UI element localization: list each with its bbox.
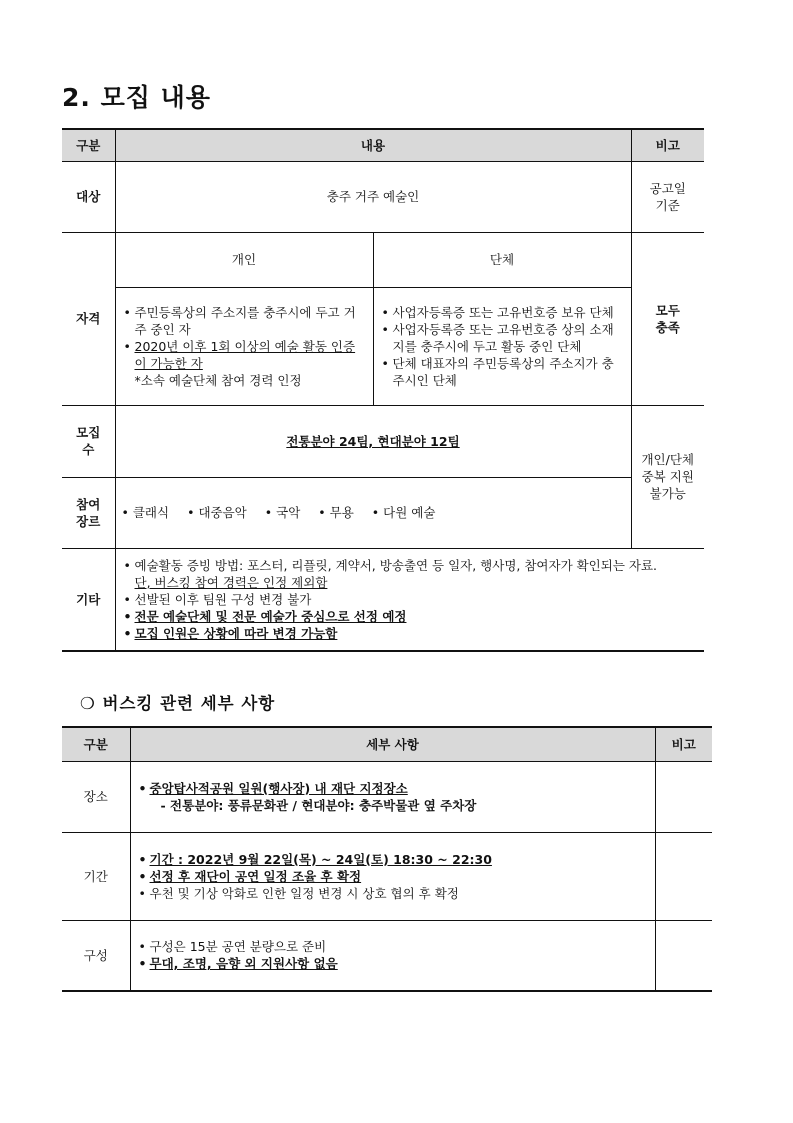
genre-item: • 국악 [265, 504, 301, 521]
target-note: 공고일 기준 [631, 161, 704, 232]
qualification-note: 모두 충족 [631, 232, 704, 405]
target-content: 충주 거주 예술인 [115, 161, 631, 232]
header-note: 비고 [655, 727, 712, 761]
section2-title: ❍ 버스킹 관련 세부 사항 [80, 694, 276, 713]
header-content: 내용 [115, 129, 631, 161]
period-note [655, 832, 712, 920]
recruit-content: 전통분야 24팀, 현대분야 12팀 [115, 405, 631, 477]
composition-item: • 구성은 15분 공연 분량으로 준비 [137, 938, 649, 955]
period-item: • 기간 : 2022년 9월 22일(목) ~ 24일(토) 18:30 ~ 22:30 [137, 851, 649, 868]
individual-item: • 2020년 이후 1회 이상의 예술 활동 인증이 가능한 자 [122, 338, 367, 372]
etc-item: • 선발된 이후 팀원 구성 변경 불가 [122, 591, 699, 608]
recruitment-table [62, 128, 704, 652]
group-header: 단체 [373, 232, 631, 287]
place-label: 장소 [62, 761, 130, 832]
section-heading: 2. 모집 내용 [62, 83, 211, 112]
group-item: • 단체 대표자의 주민등록상의 주소지가 충주시인 단체 [380, 355, 625, 389]
genre-item: • 무용 [318, 504, 354, 521]
header-category: 구분 [62, 129, 115, 161]
genre-item: • 클래식 [122, 504, 170, 521]
individual-item: • 주민등록상의 주소지를 충주시에 두고 거주 중인 자 [122, 304, 367, 338]
genre-item: • 다원 예술 [372, 504, 436, 521]
genre-label: 참여 장르 [62, 477, 115, 548]
etc-item: • 전문 예술단체 및 전문 예술가 중심으로 선정 예정 [122, 608, 699, 625]
individual-header: 개인 [115, 232, 373, 287]
genre-item: • 대중음악 [187, 504, 247, 521]
group-conditions [373, 287, 631, 405]
header-category: 구분 [62, 727, 130, 761]
etc-item: • 모집 인원은 상황에 따라 변경 가능함 [122, 625, 699, 642]
period-item: • 우천 및 기상 악화로 인한 일정 변경 시 상호 협의 후 확정 [137, 885, 649, 902]
period-item: • 선정 후 재단이 공연 일정 조율 후 확정 [137, 868, 649, 885]
recruit-label: 모집 수 [62, 405, 115, 477]
group-item: • 사업자등록증 또는 고유번호증 보유 단체 [380, 304, 625, 321]
place-subitem: - 전통분야: 풍류문화관 / 현대분야: 충주박물관 옆 주차장 [160, 797, 477, 813]
group-item: • 사업자등록증 또는 고유번호증 상의 소재지를 충주시에 두고 활동 중인 단체 [380, 321, 625, 355]
genre-list [115, 477, 631, 548]
individual-footnote: *소속 예술단체 참여 경력 인정 [134, 372, 302, 388]
place-content [130, 761, 655, 832]
etc-item-continuation: 단, 버스킹 참여 경력은 인정 제외함 [134, 574, 328, 590]
shared-note: 개인/단체 중복 지원 불가능 [641, 452, 694, 501]
composition-item: • 무대, 조명, 음향 외 지원사항 없음 [137, 955, 649, 972]
composition-content [130, 920, 655, 991]
target-label: 대상 [62, 161, 115, 232]
etc-label: 기타 [62, 548, 115, 651]
composition-note [655, 920, 712, 991]
composition-label: 구성 [62, 920, 130, 991]
header-details: 세부 사항 [130, 727, 655, 761]
place-note [655, 761, 712, 832]
period-label: 기간 [62, 832, 130, 920]
etc-item: • 예술활동 증빙 방법: 포스터, 리플릿, 계약서, 방송출연 등 일자, 행사명, 참여자가 확인되는 자료. [122, 557, 699, 574]
etc-content [115, 548, 704, 651]
place-item: • 중앙탑사적공원 일원(행사장) 내 재단 지정장소 [137, 780, 649, 797]
header-note: 비고 [631, 129, 704, 161]
period-content [130, 832, 655, 920]
qualification-label: 자격 [62, 232, 115, 405]
individual-conditions [115, 287, 373, 405]
busking-table [62, 726, 712, 992]
